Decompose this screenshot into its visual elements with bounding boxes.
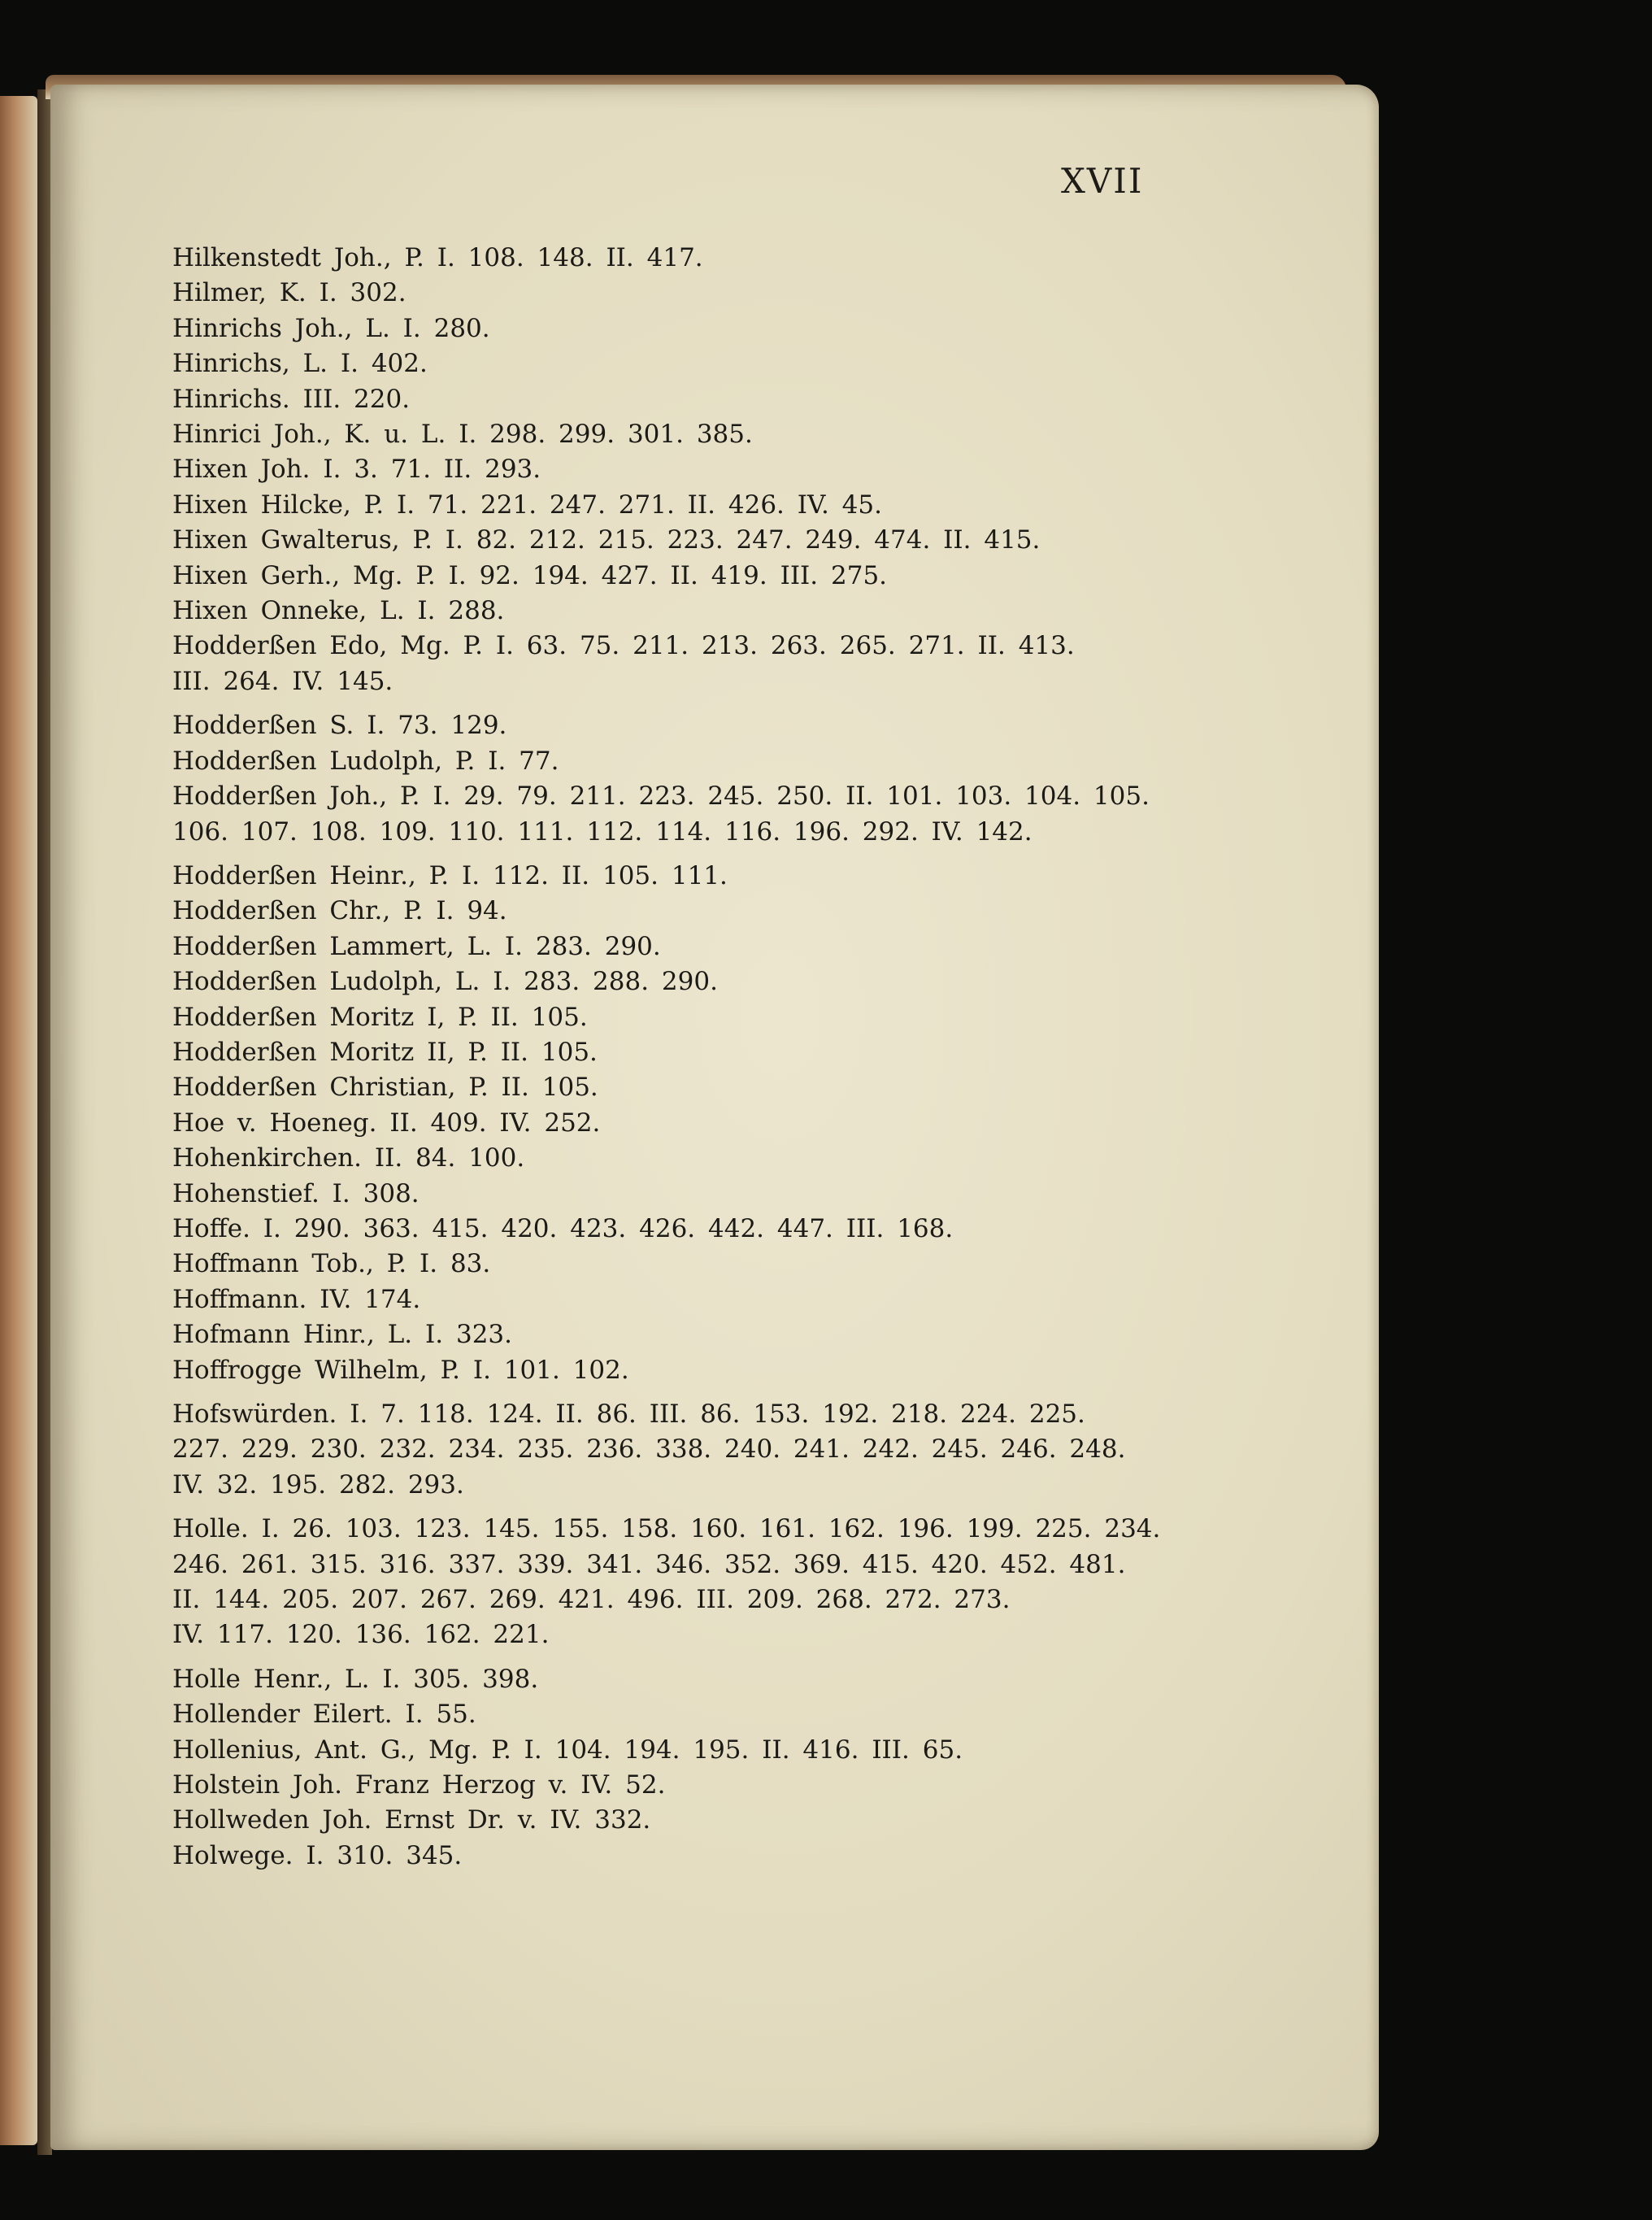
index-entry <box>172 708 1180 743</box>
index-entry-line: Hodderßen Edo, Mg. P. I. 63. 75. 211. 213. 263. 265. 271. II. 413. <box>172 631 1075 661</box>
index-entry-line: Holstein Joh. Franz Herzog v. IV. 52. <box>172 1770 666 1800</box>
index-entry-line: Hodderßen Moritz II, P. II. 105. <box>172 1037 598 1067</box>
index-entry <box>172 1247 1180 1282</box>
index-entry-line: Holle Henr., L. I. 305. 398. <box>172 1664 539 1694</box>
index-entry <box>172 1839 1180 1874</box>
index-list <box>172 241 1180 1874</box>
index-entry-line: Hixen Hilcke, P. I. 71. 221. 247. 271. II. 426. IV. 45. <box>172 490 882 520</box>
index-entry-line: Hilmer, K. I. 302. <box>172 278 406 308</box>
index-entry <box>172 417 1180 452</box>
index-entry <box>172 629 1180 699</box>
index-entry <box>172 894 1180 929</box>
index-entry <box>172 1035 1180 1070</box>
index-entry-line: Hodderßen Chr., P. I. 94. <box>172 896 507 926</box>
index-entry-line: Hixen Gwalterus, P. I. 82. 212. 215. 223. 247. 249. 474. II. 415. <box>172 525 1041 555</box>
index-entry-line: Hollenius, Ant. G., Mg. P. I. 104. 194. 195. II. 416. III. 65. <box>172 1735 963 1765</box>
index-entry-line: Hinrichs, L. I. 402. <box>172 349 428 379</box>
index-entry-line: Hodderßen Joh., P. I. 29. 79. 211. 223. 245. 250. II. 101. 103. 104. 105. <box>172 781 1150 812</box>
index-entry <box>172 1397 1180 1503</box>
index-entry <box>172 1512 1180 1653</box>
index-entry <box>172 1662 1180 1697</box>
index-entry-line: Hodderßen Heinr., P. I. 112. II. 105. 111. <box>172 860 728 890</box>
index-entry <box>172 1317 1180 1352</box>
index-entry-continuation: III. 264. IV. 145. <box>172 666 393 696</box>
index-entry <box>172 559 1180 594</box>
index-entry <box>172 523 1180 558</box>
index-entry-line: Hoffe. I. 290. 363. 415. 420. 423. 426. 442. 447. III. 168. <box>172 1213 954 1243</box>
index-entry-line: Hodderßen Moritz I, P. II. 105. <box>172 1002 588 1032</box>
index-entry <box>172 964 1180 999</box>
index-entry <box>172 1177 1180 1212</box>
index-entry <box>172 1141 1180 1176</box>
index-entry <box>172 311 1180 346</box>
index-entry-line: Holle. I. 26. 103. 123. 145. 155. 158. 160. 161. 162. 196. 199. 225. 234. <box>172 1514 1161 1544</box>
index-entry-line: Hixen Joh. I. 3. 71. II. 293. <box>172 455 541 485</box>
index-entry-line: Hoffrogge Wilhelm, P. I. 101. 102. <box>172 1355 629 1385</box>
index-entry-line: Hoe v. Hoeneg. II. 409. IV. 252. <box>172 1108 601 1138</box>
index-entry-line: Hodderßen Christian, P. II. 105. <box>172 1073 598 1103</box>
index-entry-line: Hinrici Joh., K. u. L. I. 298. 299. 301. 385. <box>172 420 753 450</box>
index-entry-continuation: IV. 117. 120. 136. 162. 221. <box>172 1620 550 1650</box>
index-entry-line: Hixen Onneke, L. I. 288. <box>172 596 505 626</box>
index-entry-line: Hoffmann. IV. 174. <box>172 1284 421 1314</box>
index-entry-line: Hodderßen S. I. 73. 129. <box>172 711 507 741</box>
index-entry-line: Hoffmann Tob., P. I. 83. <box>172 1249 491 1279</box>
index-entry-line: Hodderßen Ludolph, P. I. 77. <box>172 746 559 776</box>
index-entry-line: Hodderßen Lammert, L. I. 283. 290. <box>172 931 661 961</box>
index-entry <box>172 594 1180 629</box>
index-entry <box>172 241 1180 276</box>
index-entry <box>172 452 1180 487</box>
index-entry <box>172 1282 1180 1317</box>
index-entry <box>172 779 1180 850</box>
index-entry <box>172 488 1180 523</box>
index-entry-continuation: IV. 32. 195. 282. 293. <box>172 1469 464 1500</box>
index-entry-line: Hinrichs Joh., L. I. 280. <box>172 313 490 343</box>
index-entry-line: Hodderßen Ludolph, L. I. 283. 288. 290. <box>172 967 718 997</box>
index-entry <box>172 859 1180 894</box>
index-entry-continuation: 106. 107. 108. 109. 110. 111. 112. 114. 116. 196. 292. IV. 142. <box>172 816 1032 847</box>
index-entry <box>172 276 1180 311</box>
index-entry-line: Hohenkirchen. II. 84. 100. <box>172 1143 525 1173</box>
index-entry <box>172 929 1180 964</box>
index-entry-line: Hollender Eilert. I. 55. <box>172 1700 476 1730</box>
index-entry <box>172 1697 1180 1732</box>
index-entry <box>172 1353 1180 1388</box>
index-entry <box>172 744 1180 779</box>
index-entry-continuation: 227. 229. 230. 232. 234. 235. 236. 338. 240. 241. 242. 245. 246. 248. <box>172 1434 1126 1465</box>
left-page-edge <box>0 96 37 2145</box>
index-entry <box>172 1106 1180 1141</box>
index-entry-continuation: 246. 261. 315. 316. 337. 339. 341. 346. 352. 369. 415. 420. 452. 481. <box>172 1549 1126 1579</box>
index-entry <box>172 1733 1180 1768</box>
index-entry-line: Hilkenstedt Joh., P. I. 108. 148. II. 417. <box>172 243 703 272</box>
index-entry <box>172 1768 1180 1803</box>
index-entry-line: Hixen Gerh., Mg. P. I. 92. 194. 427. II. 419. III. 275. <box>172 560 888 590</box>
index-entry-line: Hinrichs. III. 220. <box>172 384 411 414</box>
index-entry-line: Hofmann Hinr., L. I. 323. <box>172 1320 512 1350</box>
page-number: XVII <box>1061 161 1144 201</box>
index-entry-continuation: II. 144. 205. 207. 267. 269. 421. 496. III. 209. 268. 272. 273. <box>172 1585 1011 1615</box>
index-entry <box>172 1000 1180 1035</box>
index-entry <box>172 1070 1180 1105</box>
index-entry-line: Hollweden Joh. Ernst Dr. v. IV. 332. <box>172 1805 651 1835</box>
index-entry-line: Hofswürden. I. 7. 118. 124. II. 86. III. 86. 153. 192. 218. 224. 225. <box>172 1399 1085 1429</box>
index-entry-line: Holwege. I. 310. 345. <box>172 1840 463 1870</box>
index-entry-line: Hohenstief. I. 308. <box>172 1178 420 1208</box>
index-entry <box>172 382 1180 417</box>
index-entry <box>172 1803 1180 1838</box>
index-entry <box>172 1212 1180 1247</box>
index-entry <box>172 346 1180 381</box>
